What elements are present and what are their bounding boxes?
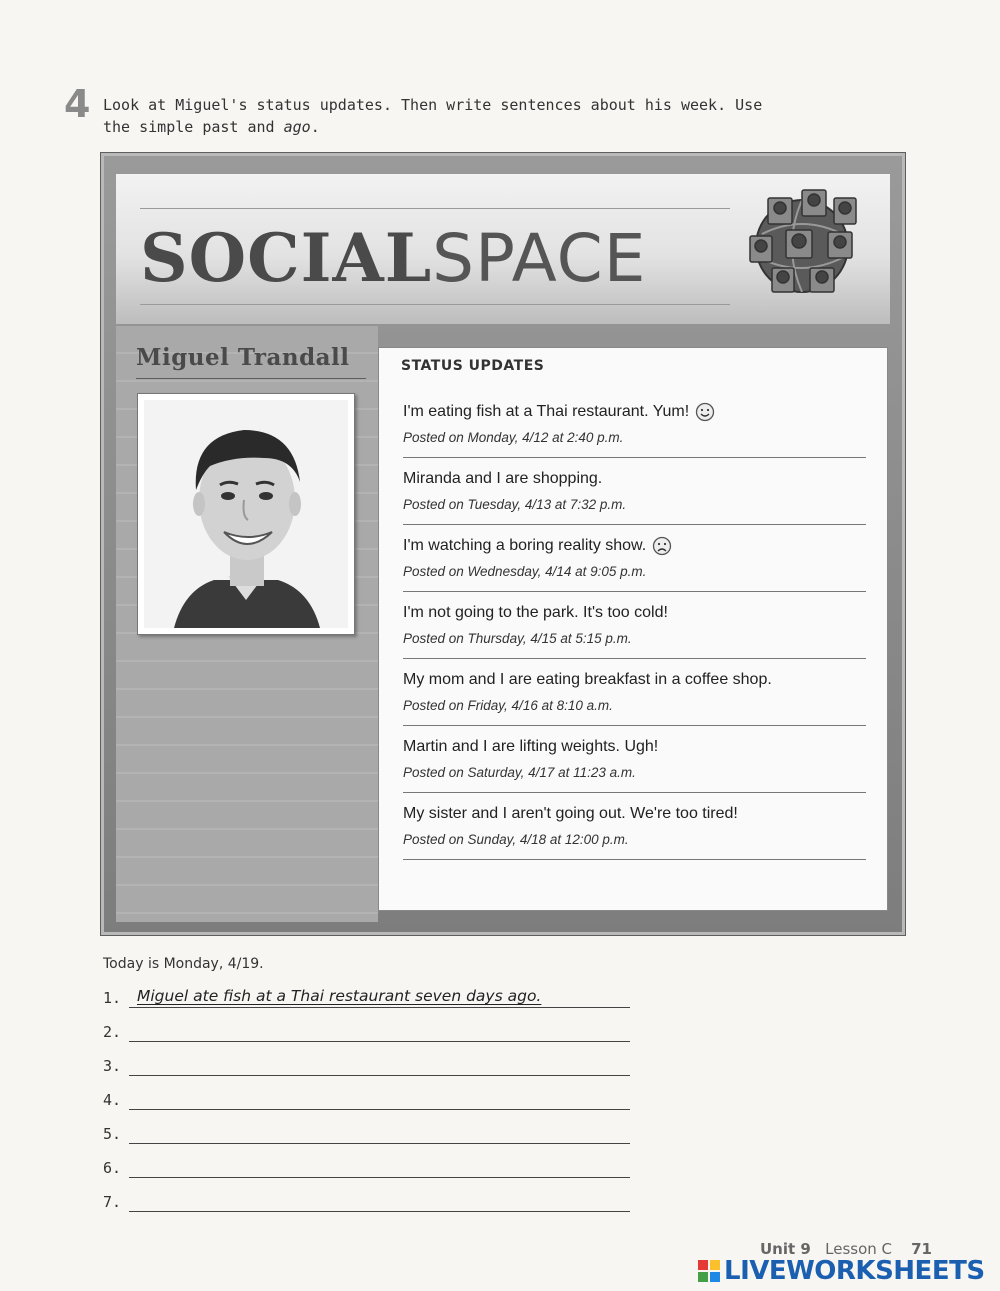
logo-bold: SOCIAL — [140, 219, 433, 297]
profile-photo — [137, 393, 355, 635]
status-posted: Posted on Saturday, 4/17 at 11:23 a.m. — [403, 765, 636, 780]
instructions-text: Look at Miguel's status updates. Then write sentences about his week. Use the simple past and — [103, 96, 763, 136]
status-divider — [403, 658, 866, 659]
instructions-italic-word: ago — [283, 118, 311, 136]
header-bottom-rule — [140, 304, 730, 305]
exercise-number: 4 — [64, 82, 91, 126]
status-update — [403, 468, 866, 535]
profile-name-rule — [136, 378, 366, 379]
status-updates-list — [403, 401, 866, 870]
status-posted: Posted on Tuesday, 4/13 at 7:32 p.m. — [403, 497, 627, 512]
answer-number: 4. — [103, 1091, 122, 1109]
answer-line[interactable] — [129, 1007, 630, 1008]
footer-lesson: Lesson C — [825, 1240, 893, 1258]
status-text: I'm watching a boring reality show. — [403, 537, 647, 554]
status-divider — [403, 524, 866, 525]
answer-number: 2. — [103, 1023, 122, 1041]
answer-number: 3. — [103, 1057, 122, 1075]
answer-row — [103, 1021, 643, 1055]
answer-line[interactable] — [129, 1211, 630, 1212]
answer-row — [103, 1123, 643, 1157]
status-update — [403, 736, 866, 803]
answer-line[interactable] — [129, 1109, 630, 1110]
status-update — [403, 535, 866, 602]
answer-row — [103, 1089, 643, 1123]
status-divider — [403, 725, 866, 726]
answer-number: 5. — [103, 1125, 122, 1143]
status-posted: Posted on Sunday, 4/18 at 12:00 p.m. — [403, 832, 629, 847]
liveworksheets-wordmark: LIVEWORKSHEETS — [724, 1256, 985, 1286]
status-updates-title: STATUS UPDATES — [401, 358, 545, 374]
answer-text[interactable]: Miguel ate fish at a Thai restaurant seven days ago. — [137, 987, 542, 1005]
answer-line[interactable] — [129, 1177, 630, 1178]
status-update — [403, 803, 866, 870]
socialspace-logo — [140, 218, 646, 298]
answer-number: 6. — [103, 1159, 122, 1177]
answer-number: 7. — [103, 1193, 122, 1211]
logo-light: SPACE — [432, 220, 647, 297]
status-divider — [403, 792, 866, 793]
network-globe-icon — [742, 184, 866, 302]
status-text: I'm not going to the park. It's too cold! — [403, 604, 668, 621]
answer-line[interactable] — [129, 1075, 630, 1076]
status-text: I'm eating fish at a Thai restaurant. Yum! — [403, 403, 690, 420]
header-top-rule — [140, 208, 730, 209]
footer-unit: Unit 9 — [760, 1240, 811, 1258]
status-update — [403, 401, 866, 468]
profile-name: Miguel Trandall — [136, 344, 350, 371]
status-divider — [403, 859, 866, 860]
status-divider — [403, 591, 866, 592]
exercise-instructions — [103, 94, 783, 138]
answer-line[interactable] — [129, 1143, 630, 1144]
status-update — [403, 669, 866, 736]
answer-row — [103, 1191, 643, 1225]
status-posted: Posted on Monday, 4/12 at 2:40 p.m. — [403, 430, 624, 445]
answer-row — [103, 1157, 643, 1191]
status-posted: Posted on Wednesday, 4/14 at 9:05 p.m. — [403, 564, 647, 579]
status-update — [403, 602, 866, 669]
status-divider — [403, 457, 866, 458]
answer-number: 1. — [103, 989, 122, 1007]
answer-list — [103, 987, 643, 1225]
frown-emoticon-icon — [652, 536, 672, 556]
instructions-end: . — [310, 118, 320, 136]
status-text: My mom and I are eating breakfast in a coffee shop. — [403, 671, 772, 688]
answer-line[interactable] — [129, 1041, 630, 1042]
smile-emoticon-icon — [695, 402, 715, 422]
status-text: My sister and I aren't going out. We're too tired! — [403, 805, 738, 822]
liveworksheets-logo-icon — [698, 1260, 720, 1282]
status-text: Miranda and I are shopping. — [403, 470, 603, 487]
answer-row — [103, 987, 643, 1021]
status-posted: Posted on Thursday, 4/15 at 5:15 p.m. — [403, 631, 632, 646]
status-text: Martin and I are lifting weights. Ugh! — [403, 738, 659, 755]
answer-row — [103, 1055, 643, 1089]
liveworksheets-brand[interactable] — [698, 1256, 985, 1286]
today-date: Today is Monday, 4/19. — [103, 956, 264, 972]
status-posted: Posted on Friday, 4/16 at 8:10 a.m. — [403, 698, 613, 713]
person-portrait-icon — [144, 400, 348, 628]
footer-page-number: 71 — [911, 1240, 932, 1258]
